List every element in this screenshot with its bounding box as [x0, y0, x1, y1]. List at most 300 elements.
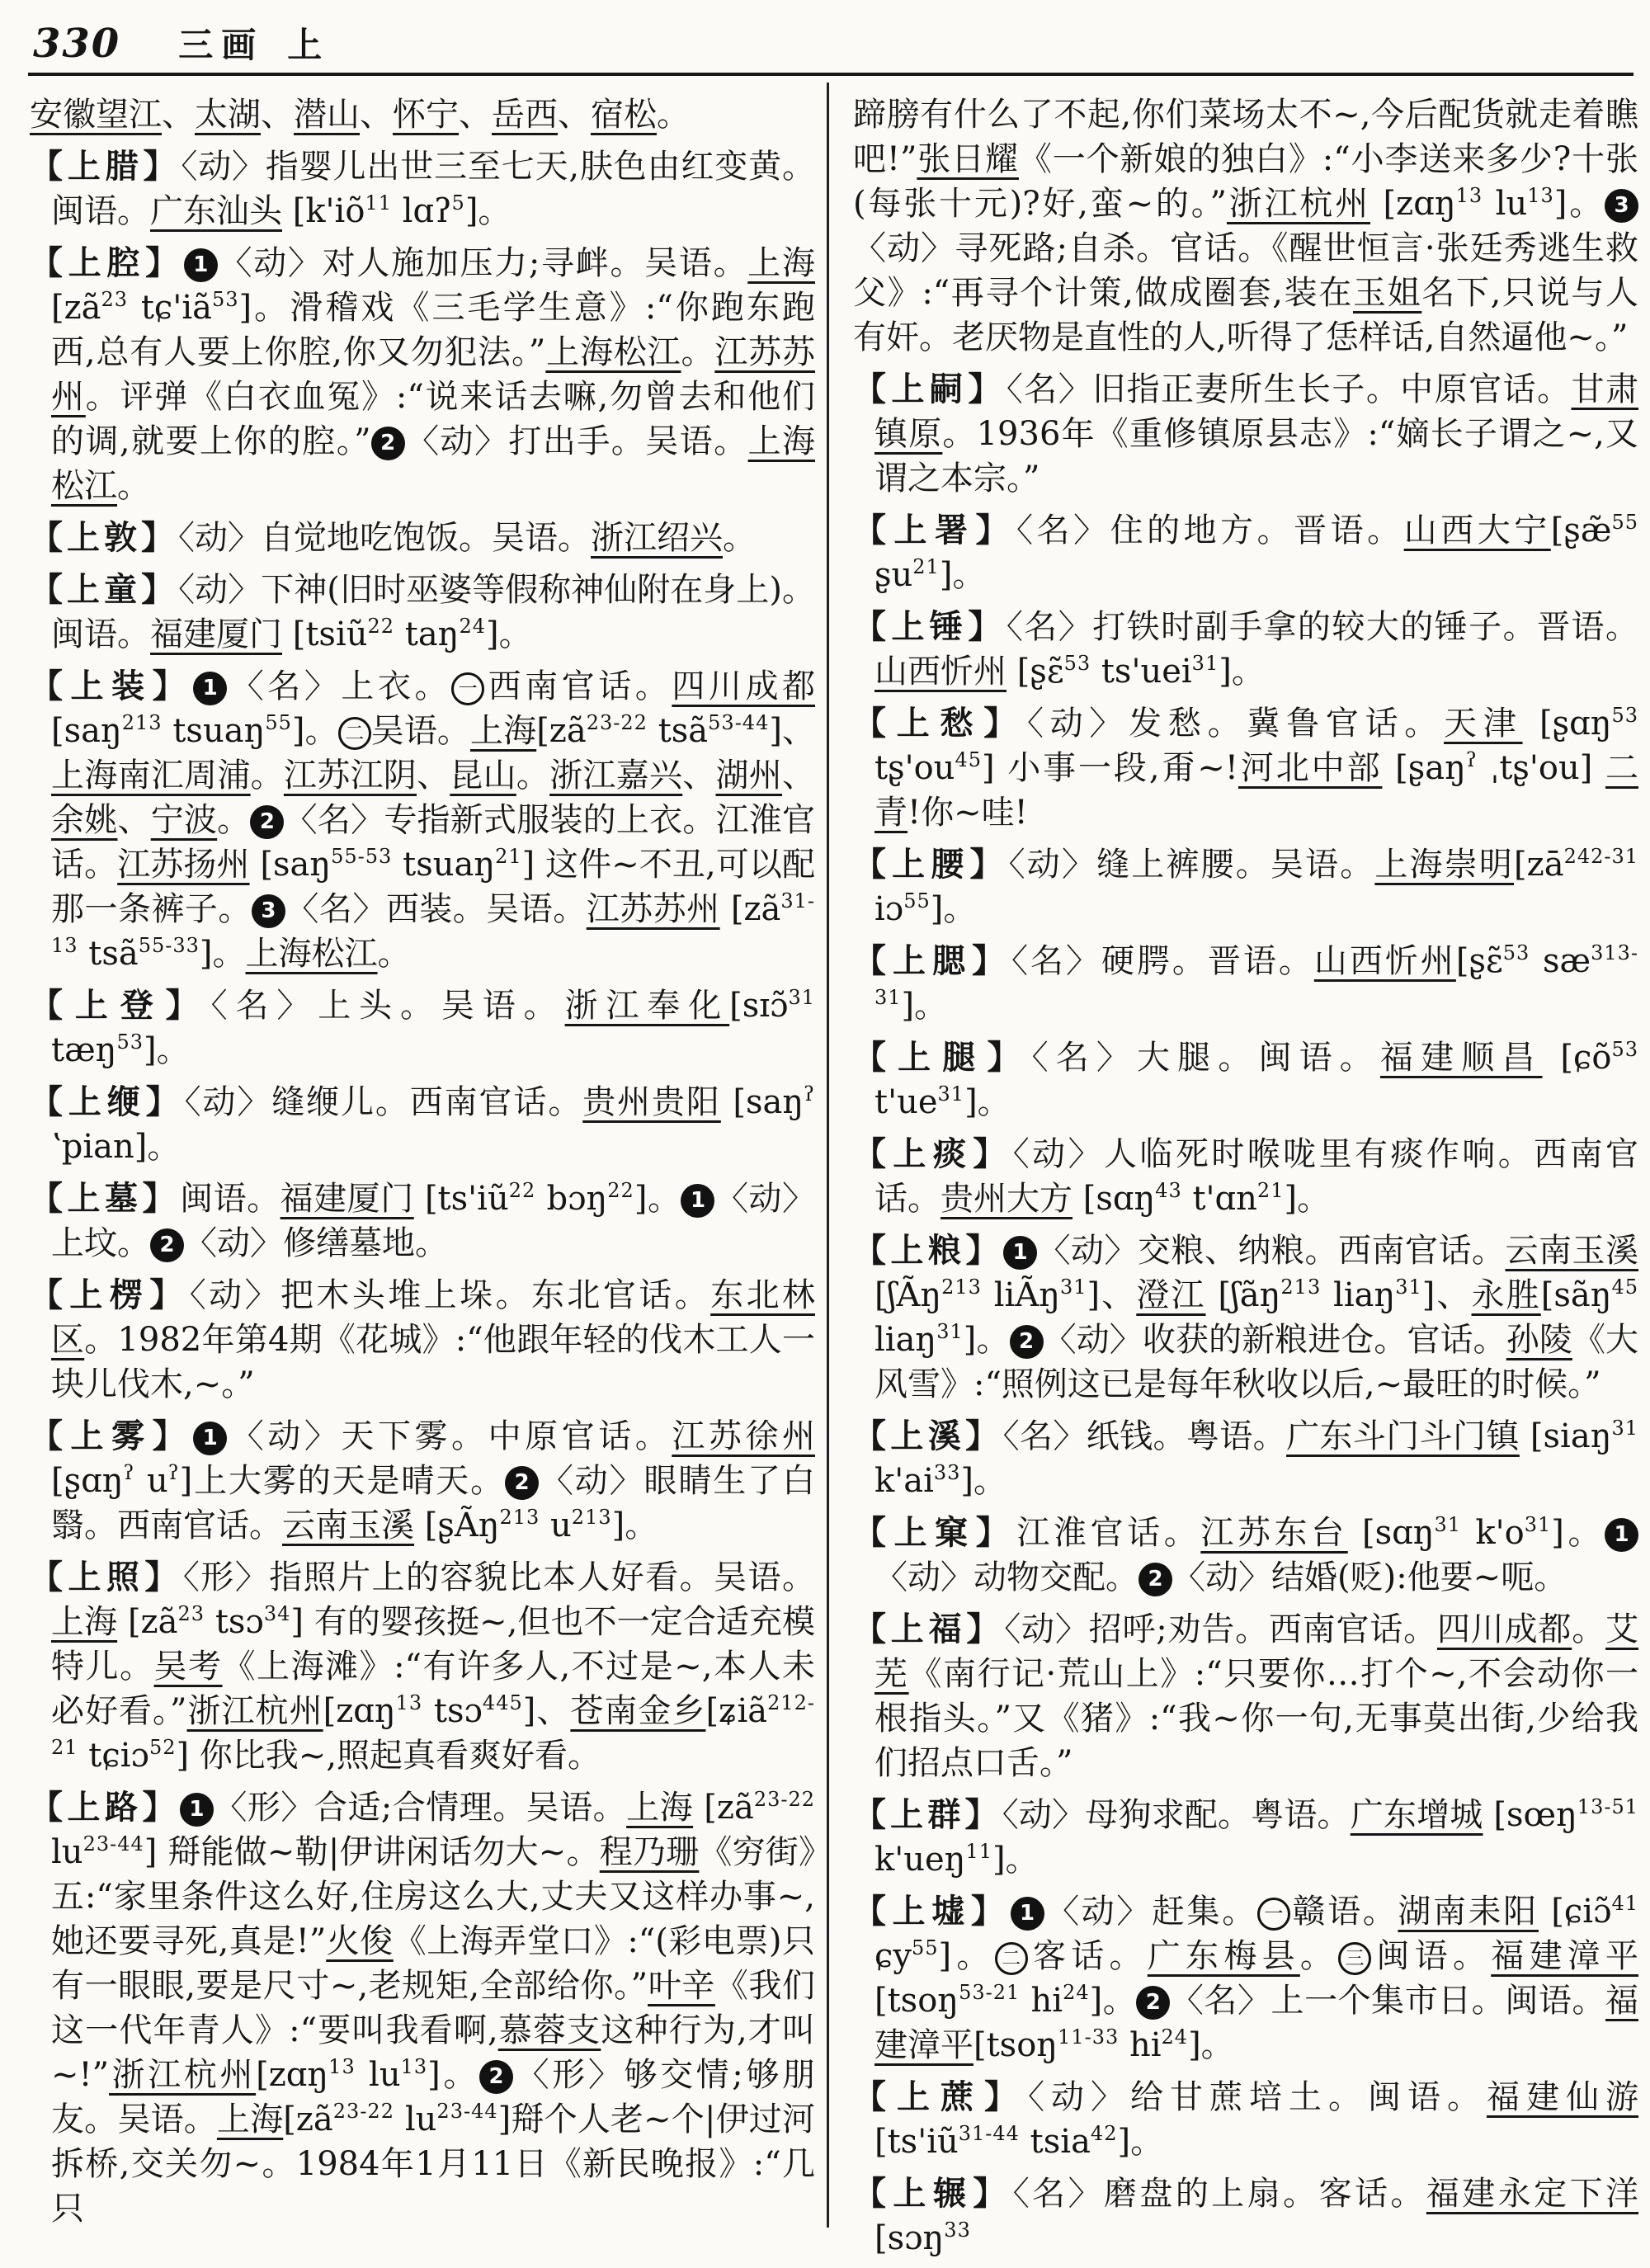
underlined-proper-name: 四川成都: [672, 667, 816, 705]
entry-text: 〈名〉上一个集市日。闽语。: [1170, 1982, 1605, 2020]
dictionary-entry: [853, 2171, 1638, 2261]
entry-text: ]。: [964, 1083, 1011, 1121]
entry-text: [zã: [117, 1603, 178, 1641]
ipa-tone-superscript: 13: [395, 1691, 423, 1714]
entry-text: 〈形〉合适;合情理。吴语。: [213, 1789, 627, 1827]
entry-text: t'ue: [874, 1083, 938, 1121]
entry-text: k'ueŋ: [874, 1841, 966, 1879]
ipa-tone-superscript: 213: [1280, 1275, 1322, 1299]
underlined-proper-name: 孙陵: [1506, 1321, 1572, 1359]
underlined-proper-name: 上海南汇周浦: [51, 757, 251, 795]
entry-text: 客话。: [1027, 1937, 1148, 1975]
entry-text: ]。: [199, 935, 246, 973]
entry-text: 〈动〉人临死时喉咙里有痰作响。西南官话。: [874, 1135, 1639, 1218]
ipa-tone-superscript: 5: [451, 191, 465, 215]
underlined-proper-name: 福建仙游: [1487, 2078, 1638, 2116]
entry-text: [ʑiã: [705, 1692, 768, 1730]
underlined-proper-name: 浙江嘉兴: [549, 757, 683, 795]
entry-text: 〈动〉天下雾。中原官话。: [227, 1417, 672, 1455]
entry-headword: 【上墓】: [30, 1179, 181, 1218]
entry-text: tɕiɔ: [78, 1737, 149, 1775]
radical-label: 上: [287, 25, 323, 65]
ipa-tone-superscript: 242-31: [1563, 845, 1639, 868]
entry-text: ]。滑稽戏《三毛学生意》:“你跑东跑西,总有人要上你腔,你又勿犯法。”: [51, 289, 816, 371]
entry-text: hi: [1020, 1982, 1063, 2020]
ipa-tone-superscript: 31: [1191, 652, 1219, 675]
sense-number-badge: 1: [184, 248, 218, 282]
entry-text: 、: [417, 757, 450, 795]
entry-text: ]。: [901, 987, 948, 1025]
dictionary-entry: [853, 1035, 1638, 1125]
ipa-tone-superscript: ʔ: [804, 1082, 816, 1106]
ipa-tone-superscript: 22: [367, 615, 395, 638]
ipa-tone-superscript: 31: [936, 1320, 964, 1343]
entry-text: 〈动〉把木头堆上垛。东北官话。: [189, 1276, 711, 1314]
sense-number-badge: 1: [681, 1184, 714, 1218]
entry-text: tʂ'ou: [874, 749, 955, 787]
ipa-tone-superscript: 212-21: [51, 1691, 816, 1759]
entry-text: [zɑŋ: [323, 1692, 396, 1730]
underlined-proper-name: 上海: [216, 2101, 284, 2138]
entry-headword: 【上溪】: [853, 1417, 1003, 1455]
entry-headword: 【上墟】: [853, 1892, 1011, 1931]
entry-text: lu: [394, 2101, 437, 2138]
entry-text: [sɪɔ̃: [729, 987, 789, 1025]
ipa-tone-superscript: 21: [912, 555, 940, 578]
underlined-proper-name: 上海: [470, 712, 537, 750]
entry-text: ]。: [1117, 2123, 1164, 2161]
entry-text: ]。: [427, 2056, 479, 2094]
underlined-proper-name: 苍南金乡: [570, 1692, 706, 1730]
ipa-tone-superscript: 45: [955, 748, 982, 771]
continuation-paragraph: [853, 92, 1638, 360]
entry-text: [ts'iũ: [874, 2123, 959, 2161]
underlined-proper-name: 永胜: [1471, 1276, 1541, 1314]
entry-text: 〈名〉纸钱。粤语。: [1002, 1417, 1287, 1455]
underlined-proper-name: 火俊: [326, 1922, 394, 1960]
dictionary-entry: [30, 568, 815, 657]
underlined-proper-name: 程乃珊: [599, 1833, 700, 1871]
entry-text: ˌtʂ'ou]: [1477, 749, 1605, 787]
entry-text: 〈名〉磨盘的上扇。客话。: [1012, 2175, 1426, 2213]
entry-text: ]。: [939, 556, 986, 594]
entry-text: liÃŋ: [981, 1276, 1060, 1314]
entry-text: 、: [459, 96, 492, 134]
ipa-tone-superscript: 213: [121, 711, 163, 734]
underlined-proper-name: 太湖: [195, 96, 261, 134]
entry-text: 《一个新娘的独白》:“小李送来多少?十张(每张十元)?好,蛮~的。”: [853, 140, 1639, 223]
entry-text: ]。: [291, 712, 338, 750]
sense-number-badge: 1: [193, 1422, 227, 1455]
entry-text: ]上大雾的天是晴天。: [179, 1462, 505, 1500]
entry-text: 〈动〉给甘蔗培土。闽语。: [1028, 2078, 1487, 2116]
entry-text: [zɑŋ: [1370, 185, 1456, 223]
underlined-proper-name: 上海松江: [51, 422, 816, 505]
entry-text: tsɔ: [205, 1603, 264, 1641]
entry-text: tsuaŋ: [392, 846, 496, 884]
underlined-proper-name: 宿松: [591, 96, 657, 134]
entry-text: [ʂɑŋ: [51, 1462, 124, 1500]
ipa-tone-superscript: 31-44: [958, 2122, 1020, 2145]
underlined-proper-name: 江苏徐州: [672, 1417, 816, 1455]
ipa-tone-superscript: 24: [1063, 1981, 1090, 2004]
ipa-tone-superscript: 53: [1063, 652, 1091, 675]
ipa-tone-superscript: 34: [263, 1602, 291, 1625]
ipa-tone-superscript: 11-33: [1058, 2025, 1120, 2049]
entry-text: 〈动〉上坟。: [51, 1180, 816, 1262]
underlined-proper-name: 二青: [874, 749, 1638, 832]
entry-text: u: [540, 1506, 572, 1544]
entry-text: tsuaŋ: [162, 712, 266, 750]
ipa-tone-superscript: 24: [459, 615, 486, 638]
underlined-proper-name: 上海: [626, 1789, 694, 1827]
ipa-tone-superscript: 13: [1527, 184, 1554, 207]
underlined-proper-name: 甘肃镇原: [874, 370, 1639, 453]
underlined-proper-name: 潜山: [294, 96, 360, 134]
entry-text: 〈名〉西装。吴语。: [285, 890, 587, 928]
entry-text: [ʃÃŋ: [874, 1276, 942, 1314]
entry-text: ɕy: [874, 1937, 912, 1975]
entry-text: k'ai: [874, 1462, 934, 1500]
dictionary-entry: [853, 1228, 1638, 1407]
underlined-proper-name: 四川成都: [1436, 1610, 1572, 1648]
underlined-proper-name: 怀宁: [393, 96, 459, 134]
entry-text: [ʂɑŋ: [1522, 705, 1612, 743]
ipa-tone-superscript: ʔ: [167, 1461, 180, 1484]
underlined-proper-name: 江苏江阴: [283, 757, 417, 795]
entry-text: 〈形〉够交情;够朋友。吴语。: [51, 2056, 816, 2138]
entry-text: [zã: [693, 1789, 754, 1827]
sense-number-badge: 2: [1138, 1563, 1172, 1596]
ipa-tone-superscript: 31: [1434, 1513, 1462, 1536]
ipa-tone-superscript: 23-44: [436, 2100, 498, 2123]
underlined-proper-name: 上海: [747, 244, 816, 282]
header-rule: [28, 73, 1634, 76]
entry-text: 江淮官话。: [1016, 1514, 1201, 1552]
underlined-proper-name: 上海松江: [545, 333, 681, 371]
dictionary-entry: [853, 701, 1638, 835]
entry-text: [ʂɛ̃: [1455, 942, 1503, 980]
entry-text: 。: [217, 801, 251, 839]
ipa-tone-superscript: 23: [101, 288, 129, 311]
underlined-proper-name: 叶辛: [648, 1967, 715, 2005]
underlined-proper-name: 浙江绍兴: [591, 519, 723, 557]
ipa-tone-superscript: 13-51: [1577, 1795, 1639, 1818]
entry-text: 〈动〉母狗求配。粤语。: [1002, 1796, 1351, 1834]
entry-text: 〈动〉眼睛生了白翳。西南官话。: [51, 1462, 815, 1544]
entry-text: 。: [1572, 1610, 1606, 1648]
underlined-proper-name: 江苏苏州: [586, 890, 720, 928]
entry-text: [k'iõ: [282, 192, 365, 230]
entry-text: 。1982年第4期《花城》:“他跟年轻的伐木工人一块儿伐木,~。”: [51, 1321, 816, 1403]
entry-headword: 【上腔】: [30, 243, 184, 282]
dictionary-entry: [853, 1607, 1638, 1785]
dictionary-entry: [853, 1793, 1638, 1882]
entry-text: 名下,只说与人有奸。老厌物是直性的人,听得了恁样话,自然逼他~。”: [853, 274, 1639, 356]
entry-text: tsɔ: [422, 1692, 483, 1730]
entry-text: 。: [1299, 1937, 1339, 1975]
entry-text: [zã: [536, 712, 587, 750]
sense-number-badge: 1: [193, 672, 227, 705]
underlined-proper-name: 张日耀: [917, 140, 1019, 178]
ipa-tone-superscript: 13: [328, 2055, 356, 2078]
underlined-proper-name: 福建厦门: [280, 1180, 414, 1218]
entry-text: [sœŋ: [1483, 1796, 1577, 1834]
entry-headword: 【上照】: [30, 1558, 183, 1596]
entry-text: 〈动〉打出手。吴语。: [404, 422, 748, 460]
sense-number-badge: 1: [1605, 1518, 1638, 1552]
entry-text: 〈形〉指照片上的容貌比本人好看。吴语。: [182, 1558, 816, 1596]
underlined-proper-name: 浙江杭州: [109, 2056, 257, 2094]
entry-text: 闽语。: [1371, 1937, 1492, 1975]
entry-text: [siaŋ: [1519, 1417, 1612, 1455]
underlined-proper-name: 浙江杭州: [1227, 185, 1371, 223]
ipa-tone-superscript: 41: [1611, 1892, 1639, 1915]
entry-headword: 【上辗】: [853, 2174, 1013, 2213]
ipa-tone-superscript: 24: [1161, 2025, 1189, 2049]
ipa-tone-superscript: 55-53: [331, 845, 393, 868]
entry-text: ts'uei: [1091, 653, 1192, 691]
sense-number-badge: 2: [1010, 1325, 1044, 1359]
entry-headword: 【上登】: [30, 986, 211, 1025]
ipa-tone-superscript: 53: [1502, 941, 1530, 964]
entry-text: !你~哇!: [908, 794, 1028, 832]
entry-text: liaŋ: [874, 1321, 937, 1359]
entry-text: 〈名〉大腿。闽语。: [1031, 1039, 1380, 1077]
entry-text: 西南官话。: [484, 667, 672, 705]
underlined-proper-name: 云南玉溪: [1505, 1232, 1638, 1270]
ipa-tone-superscript: 31: [1395, 1275, 1422, 1299]
entry-text: [ʂÃŋ: [414, 1506, 500, 1544]
sense-number-badge: 1: [1003, 1236, 1037, 1270]
ipa-tone-superscript: 33: [944, 2218, 971, 2242]
ipa-tone-superscript: 55: [1611, 511, 1639, 534]
entry-text: 这种行为,才叫~!”: [51, 2011, 816, 2094]
entry-text: 〈动〉对人施加压力;寻衅。吴语。: [217, 244, 748, 282]
entry-text: [tsoŋ: [874, 1982, 959, 2020]
entry-text: 闽语。: [180, 1180, 280, 1218]
ipa-tone-superscript: 23-22: [332, 2100, 394, 2123]
entry-text: 、: [261, 96, 294, 134]
entry-text: [zã: [283, 2101, 333, 2138]
entry-text: [zã: [51, 289, 101, 327]
entry-text: tsã: [78, 935, 139, 973]
entry-text: 〈动〉自觉地吃饱饭。吴语。: [178, 519, 591, 557]
entry-text: [saŋ: [51, 712, 122, 750]
entry-text: tæŋ: [51, 1031, 117, 1069]
entry-text: ]。: [611, 1506, 658, 1544]
underlined-proper-name: 福建漳平: [874, 1982, 1638, 2064]
underlined-proper-name: 云南玉溪: [282, 1506, 414, 1544]
underlined-proper-name: 浙江杭州: [186, 1692, 323, 1730]
dictionary-entry: [853, 842, 1638, 931]
continuation-paragraph: [30, 92, 815, 137]
entry-text: sæ: [1530, 942, 1591, 980]
entry-text: 、: [117, 801, 151, 839]
subsense-circled-number: 二: [995, 1942, 1028, 1975]
ipa-tone-superscript: 31: [1611, 1417, 1638, 1440]
ipa-tone-superscript: 213: [499, 1506, 540, 1529]
ipa-tone-superscript: 53-44: [708, 711, 770, 734]
entry-text: [sɑŋ: [1072, 1180, 1156, 1218]
entry-text: ]、: [1421, 1276, 1472, 1314]
entry-text: ]。: [1188, 2026, 1234, 2064]
ipa-tone-superscript: 53: [1611, 704, 1639, 727]
entry-text: 《我们这一代年青人》:“要叫我看啊,: [51, 1967, 816, 2049]
entry-headword: 【上童】: [30, 570, 179, 609]
entry-text: 〈动〉发愁。冀鲁官话。: [1026, 705, 1445, 743]
entry-text: 〈动〉招呼;劝告。西南官话。: [1004, 1610, 1437, 1648]
entry-text: [ɕõ: [1542, 1039, 1612, 1077]
entry-text: 。评弹《白衣血冤》:“说来话去嘛,勿曾去和他们的调,就要上你的腔。”: [51, 378, 816, 460]
dictionary-entry: [853, 508, 1638, 597]
entry-text: 。: [377, 935, 411, 973]
sense-number-badge: 2: [505, 1466, 539, 1500]
entry-text: 吴语。: [370, 712, 471, 750]
entry-text: 、: [782, 757, 816, 795]
entry-text: 、: [360, 96, 393, 134]
entry-text: liaŋ: [1321, 1276, 1396, 1314]
ipa-tone-superscript: 53: [211, 288, 239, 311]
subsense-circled-number: 一: [1257, 1898, 1290, 1931]
entry-text: ]。: [938, 1937, 995, 1975]
entry-text: bɔŋ: [535, 1180, 608, 1218]
ipa-tone-superscript: 22: [607, 1179, 634, 1202]
entry-text: tsia: [1019, 2123, 1091, 2161]
entry-text: 〈动〉缝上裤腰。吴语。: [1008, 846, 1375, 884]
entry-text: lu: [355, 2056, 401, 2094]
ipa-tone-superscript: 13: [400, 2055, 428, 2078]
ipa-tone-superscript: 313-31: [874, 941, 1639, 1009]
section-label: 三画: [178, 25, 265, 65]
underlined-proper-name: 澄江: [1136, 1276, 1206, 1314]
entry-text: tsã: [647, 712, 709, 750]
entry-text: ]。: [1551, 1514, 1605, 1552]
entry-text: ]。: [992, 1841, 1039, 1879]
underlined-proper-name: 安徽望江: [30, 96, 162, 134]
entry-text: 〈动〉下神(旧时巫婆等假称神仙附在身上)。闽语。: [51, 571, 816, 653]
entry-text: 《南行记·荒山上》:“只要你…打个~,不会动你一根指头。”又《猪》:“我~你一句,无事莫出街,少给我们招点口舌。”: [874, 1655, 1639, 1782]
entry-text: 、: [558, 96, 591, 134]
entry-headword: 【上群】: [853, 1795, 1002, 1834]
subsense-circled-number: 三: [1338, 1942, 1371, 1975]
entry-text: [saŋ: [249, 846, 332, 884]
ipa-tone-superscript: 31: [788, 986, 816, 1009]
entry-text: 。: [250, 757, 284, 795]
entry-text: 〈名〉上头。吴语。: [210, 987, 565, 1025]
ipa-tone-superscript: 45: [1611, 1275, 1639, 1299]
dictionary-entry: [30, 241, 815, 508]
underlined-proper-name: 山西大宁: [1403, 512, 1551, 549]
entry-headword: 【上腮】: [853, 941, 1011, 980]
entry-text: [zã: [719, 890, 781, 928]
entry-text: 〈动〉修缮墓地。: [184, 1224, 448, 1262]
subsense-circled-number: 一: [451, 672, 484, 705]
dictionary-entry: [853, 1414, 1638, 1503]
sense-number-badge: 1: [180, 1793, 214, 1827]
sense-number-badge: 3: [252, 894, 285, 928]
entry-text: 《大风雪》:“照例这已是每年秋收以后,~最旺的时候。”: [874, 1321, 1639, 1403]
entry-text: ]、: [769, 712, 816, 750]
ipa-tone-superscript: 11: [365, 191, 392, 215]
entry-text: [ʂɛ̃: [1006, 653, 1064, 691]
entry-text: 〈名〉上衣。: [227, 667, 452, 705]
entry-headword: 【上敦】: [30, 518, 178, 557]
entry-text: 、: [162, 96, 195, 134]
left-column: [30, 92, 815, 2238]
dictionary-entry: [30, 1785, 815, 2231]
ipa-tone-superscript: 55: [912, 1936, 939, 1959]
underlined-proper-name: 福建厦门: [150, 615, 282, 653]
dictionary-entry: [30, 144, 815, 233]
dictionary-entry: [30, 1080, 815, 1169]
entry-text: ]。: [634, 1180, 681, 1218]
sense-number-badge: 2: [371, 427, 405, 460]
entry-headword: 【上缏】: [30, 1082, 185, 1121]
page-number: 330: [33, 21, 121, 67]
entry-text: 《上海弄堂口》:“(彩电票)只有一眼眼,要是尺寸~,老规矩,全部给你。”: [51, 1922, 815, 2005]
underlined-proper-name: 东北林区: [51, 1276, 816, 1359]
entry-text: ] 你比我~,照起真看爽好看。: [176, 1737, 601, 1775]
entry-headword: 【上粮】: [853, 1231, 1003, 1270]
entry-text: 、: [682, 757, 716, 795]
ipa-tone-superscript: 213: [571, 1506, 612, 1529]
ipa-tone-superscript: 23-44: [82, 1832, 144, 1855]
underlined-proper-name: 福建永定下洋: [1426, 2175, 1639, 2213]
sense-number-badge: 1: [1011, 1897, 1044, 1931]
ipa-tone-superscript: 31: [1059, 1275, 1087, 1299]
entry-text: 〈动〉指婴儿出世三至七天,肤色由红变黄。闽语。: [51, 148, 816, 230]
entry-text: 。: [657, 96, 690, 134]
ipa-tone-superscript: 55: [903, 889, 931, 912]
entry-text: ]搿个人老~个|伊过河拆桥,交关勿~。1984年1月11日《新民晚报》:“几只: [51, 2101, 815, 2228]
entry-text: [zɑŋ: [256, 2056, 329, 2094]
ipa-tone-superscript: 31: [1524, 1513, 1552, 1536]
ipa-tone-superscript: 21: [1256, 1179, 1285, 1202]
dictionary-entry: [853, 367, 1638, 501]
entry-text: ]。: [1089, 1982, 1137, 2020]
entry-headword: 【上腿】: [853, 1038, 1032, 1077]
ipa-tone-superscript: 53: [1611, 1038, 1639, 1061]
underlined-proper-name: 贵州大方: [940, 1180, 1072, 1218]
entry-headword: 【上装】: [30, 667, 194, 705]
column-divider: [827, 83, 829, 2228]
ipa-tone-superscript: 23-22: [753, 1788, 816, 1811]
entry-text: ]。: [1553, 185, 1605, 223]
ipa-tone-superscript: 33: [933, 1461, 961, 1484]
entry-text: ]。: [960, 1462, 1007, 1500]
underlined-proper-name: 湖州: [715, 757, 783, 795]
underlined-proper-name: 天津: [1444, 705, 1523, 743]
ipa-tone-superscript: 53-21: [959, 1981, 1021, 2004]
entry-text: 《穷街》五:“家里条件这么好,住房这么大,丈夫又这样办事~,她还要寻死,真是!”: [51, 1833, 816, 1960]
dictionary-entry: [853, 1511, 1638, 1600]
entry-text: 。: [117, 467, 150, 505]
underlined-proper-name: 福建顺昌: [1379, 1039, 1543, 1077]
underlined-proper-name: 上海崇明: [1374, 846, 1515, 884]
dictionary-entry: [30, 1273, 815, 1407]
underlined-proper-name: 江苏扬州: [117, 846, 250, 884]
entry-headword: 【上楞】: [30, 1275, 190, 1314]
entry-text: ] 小事一段,甭~!: [982, 749, 1238, 787]
entry-text: 〈动〉收获的新粮进仓。官话。: [1043, 1321, 1506, 1359]
entry-text: 〈动〉交粮、纳粮。西南官话。: [1037, 1232, 1506, 1270]
entry-text: [ʂæ̃: [1550, 512, 1612, 549]
entry-text: [tsoŋ: [974, 2026, 1058, 2064]
ipa-tone-superscript: 43: [1155, 1179, 1182, 1202]
ipa-tone-superscript: 22: [508, 1179, 536, 1202]
dictionary-entry: [853, 605, 1638, 694]
